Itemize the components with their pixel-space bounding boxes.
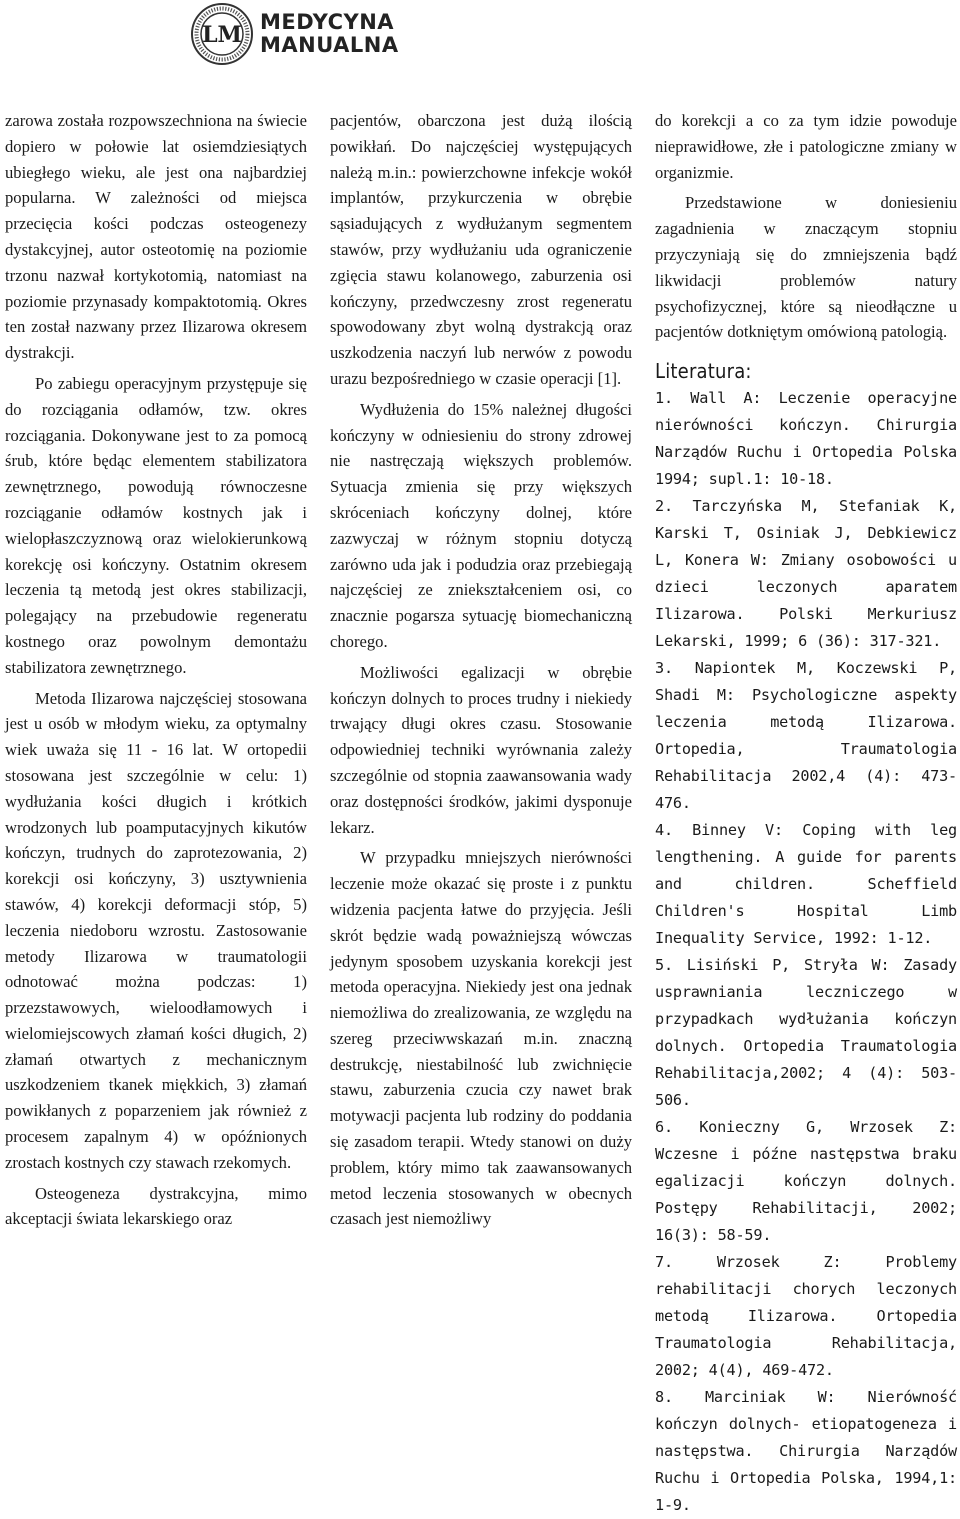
col2-paragraph-1: pacjentów, obarczona jest dużą ilością powikłań. Do najczęściej występujących należą m.in.: powierzchowne infekcje wokół implantów, przykurczenia w obrębie sąsiadujących z wydłużanym segmentem stawów, przy wydłużaniu uda ograniczenie zgięcia stawu kolanowego, zaburzenia osi kończyny, przedwczesny zrost regeneratu spowodowany zbyt wolną dystrakcją oraz uszkodzenia naczyń lub nerwów z powodu urazu bezpośredniego w czasie operacji [1]. bbox=[330, 111, 632, 388]
col2-paragraph-3: Możliwości egalizacji w obrębie kończyn dolnych to proces trudny i niekiedy trwający długi okres czasu. Stosowanie odpowiedniej techniki wyrównania zależy szczególnie od stopnia zaawansowania wady oraz dostępności środków, jakimi dysponuje lekarz. bbox=[330, 662, 632, 837]
journal-header bbox=[0, 0, 960, 70]
reference-item: 6. Konieczny G, Wrzosek Z: Wczesne i późne następstwa braku egalizacji kończyn dolnych. Postępy Rehabilitacji, 2002; 16(3): 58-59. bbox=[655, 1118, 957, 1245]
journal-logo bbox=[190, 2, 399, 66]
col1-paragraph-1: zarowa została rozpowszechniona na świecie dopiero w połowie lat osiemdziesiątych ubiegłego wieku, ale jest ona najbardziej popularna. W zależności od miejsca przecięcia kości podczas osteogenezy dystakcyjnej, autor osteotomię na poziomie trzonu nazwał kortykotomią, natomiast na poziomie przynasady kompaktotomią. Okres ten został nazwany przez Ilizarowa okresem dystrakcji. bbox=[5, 111, 307, 363]
logo-line-manualna: MANUALNA bbox=[260, 33, 399, 57]
col3-paragraph-2: Przedstawione w doniesieniu zagadnienia w znaczącym stopniu przyczyniają się do zmniejszenia bądź likwidacji problemów natury psychofizycznej, które są nieodłączne u pacjentów dotkniętym omówioną patologią. bbox=[655, 193, 957, 342]
seal-letters: LM bbox=[202, 22, 242, 48]
column-2 bbox=[330, 108, 632, 1237]
column-1 bbox=[5, 108, 307, 1237]
col1-paragraph-2: Po zabiegu operacyjnym przystępuje się do rozciągania odłamów, tzw. okres rozciągania. Dokonywane jest to za pomocą śrub, które będąc elementem stabilizatora zewnętrznego, powodują równoczesne rozciąganie odłamów kostnych jak i wielopłaszczyznową oraz wielokierunkową korekcję osi kończyny. Ostatnim okresem leczenia tą metodą jest okres stabilizacji, polegający na przebudowie regeneratu kostnego oraz powolnym demontażu stabilizatora zewnętrznego. bbox=[5, 373, 307, 677]
literature-heading: Literatura: bbox=[655, 359, 752, 384]
reference-item: 2. Tarczyńska M, Stefaniak K, Karski T, Osiniak J, Debkiewicz L, Konera W: Zmiany osobowości u dzieci leczonych aparatem Ilizarowa. Polski Merkuriusz Lekarski, 1999; 6 (36): 317-321. bbox=[655, 497, 957, 651]
reference-item: 4. Binney V: Coping with leg lengthening. A guide for parents and children. Scheffield Children's Hospital Limb Inequality Service, 1992: 1-12. bbox=[655, 821, 957, 948]
logo-line-medycyna: MEDYCYNA bbox=[260, 10, 395, 34]
column-3 bbox=[655, 108, 957, 1519]
col1-paragraph-4: Osteogeneza dystrakcyjna, mimo akceptacji świata lekarskiego oraz bbox=[5, 1183, 307, 1229]
reference-item: 3. Napiontek M, Koczewski P, Shadi M: Psychologiczne aspekty leczenia metodą Ilizarowa. Ortopedia, Traumatologia Rehabilitacja 2002,4 (4): 473-476. bbox=[655, 659, 957, 813]
reference-item: 5. Lisiński P, Stryła W: Zasady usprawniania leczniczego w przypadkach wydłużania kończyn dolnych. Ortopedia Traumatologia Rehabilitacja,2002; 4 (4): 503-506. bbox=[655, 956, 957, 1110]
col2-paragraph-2: Wydłużenia do 15% należnej długości kończyny w odniesieniu do strony zdrowej nie nastręczają większych problemów. Sytuacja zmienia się przy większych skróceniach kończyny dolnej, które zazwyczaj w różnym stopniu dotyczą zarówno uda jak i podudzia oraz przebiegają najczęściej ze zniekształceniem osi, co znacznie pogarsza sytuację biomechaniczną chorego. bbox=[330, 399, 632, 651]
col3-paragraph-1: do korekcji a co za tym idzie powoduje nieprawidłowe, złe i patologiczne zmiany w organizmie. bbox=[655, 111, 957, 182]
col2-paragraph-4: W przypadku mniejszych nierówności leczenie może okazać się proste i z punktu widzenia pacjenta łatwe do przyjęcia. Jeśli skrót będzie wadą poważniejszą wówczas jedynym sposobem uzyskania korekcji jest metoda operacyjna. Niekiedy jest ona jednak niemożliwa do zrealizowania, ze względu na szereg przeciwwskazań m.in. znaczną destrukcję, niestabilność lub zwichnięcie stawu, zaburzenia czucia czy nawet brak motywacji pacjenta lub rodziny do poddania się zasadom terapii. Wtedy stanowi on duży problem, który mimo tak zaawansowanych metod leczenia stosowanych w obecnych czasach jest niemożliwy bbox=[330, 848, 632, 1229]
reference-item: 7. Wrzosek Z: Problemy rehabilitacji chorych leczonych metodą Ilizarowa. Ortopedia Traumatologia Rehabilitacja, 2002; 4(4), 469-472. bbox=[655, 1253, 957, 1380]
reference-item: 8. Marciniak W: Nierówność kończyn dolnych- etiopatogeneza i następstwa. Chirurgia Narządów Ruchu i Ortopedia Polska, 1994,1: 1-9. bbox=[655, 1388, 957, 1515]
col1-paragraph-3: Metoda Ilizarowa najczęściej stosowana jest u osób w młodym wieku, za optymalny wiek uważa się 11 - 16 lat. W ortopedii stosowana jest szczególnie w celu: 1) wydłużania kości długich i krótkich wrodzonych lub poamputacyjnych kikutów kończyn, trudnych do zaprotezowania, 2) korekcji osi kończyny, 3) usztywnienia stawów, 4) korekcji deformacji stóp, 5) leczenia niedoboru wzrostu. Zastosowanie metody Ilizarowa w traumatologii odnotować można podczas: 1) przezstawowych, wieloodłamowych i wielomiejscowych złamań kości długich, 2) złamań otwartych z mechanicznym uszkodzeniem tkanek miękkich, 3) złamań powikłanych z poparzeniem jak również z procesem zapalnym 4) w opóźnionych zrostach kostnych czy stawach rzekomych. bbox=[5, 688, 307, 1172]
reference-item: 1. Wall A: Leczenie operacyjne nierówności kończyn. Chirurgia Narządów Ruchu i Ortopedia Polska 1994; supl.1: 10-18. bbox=[655, 389, 957, 489]
society-seal-icon bbox=[190, 2, 254, 66]
reference-list bbox=[655, 385, 957, 1519]
